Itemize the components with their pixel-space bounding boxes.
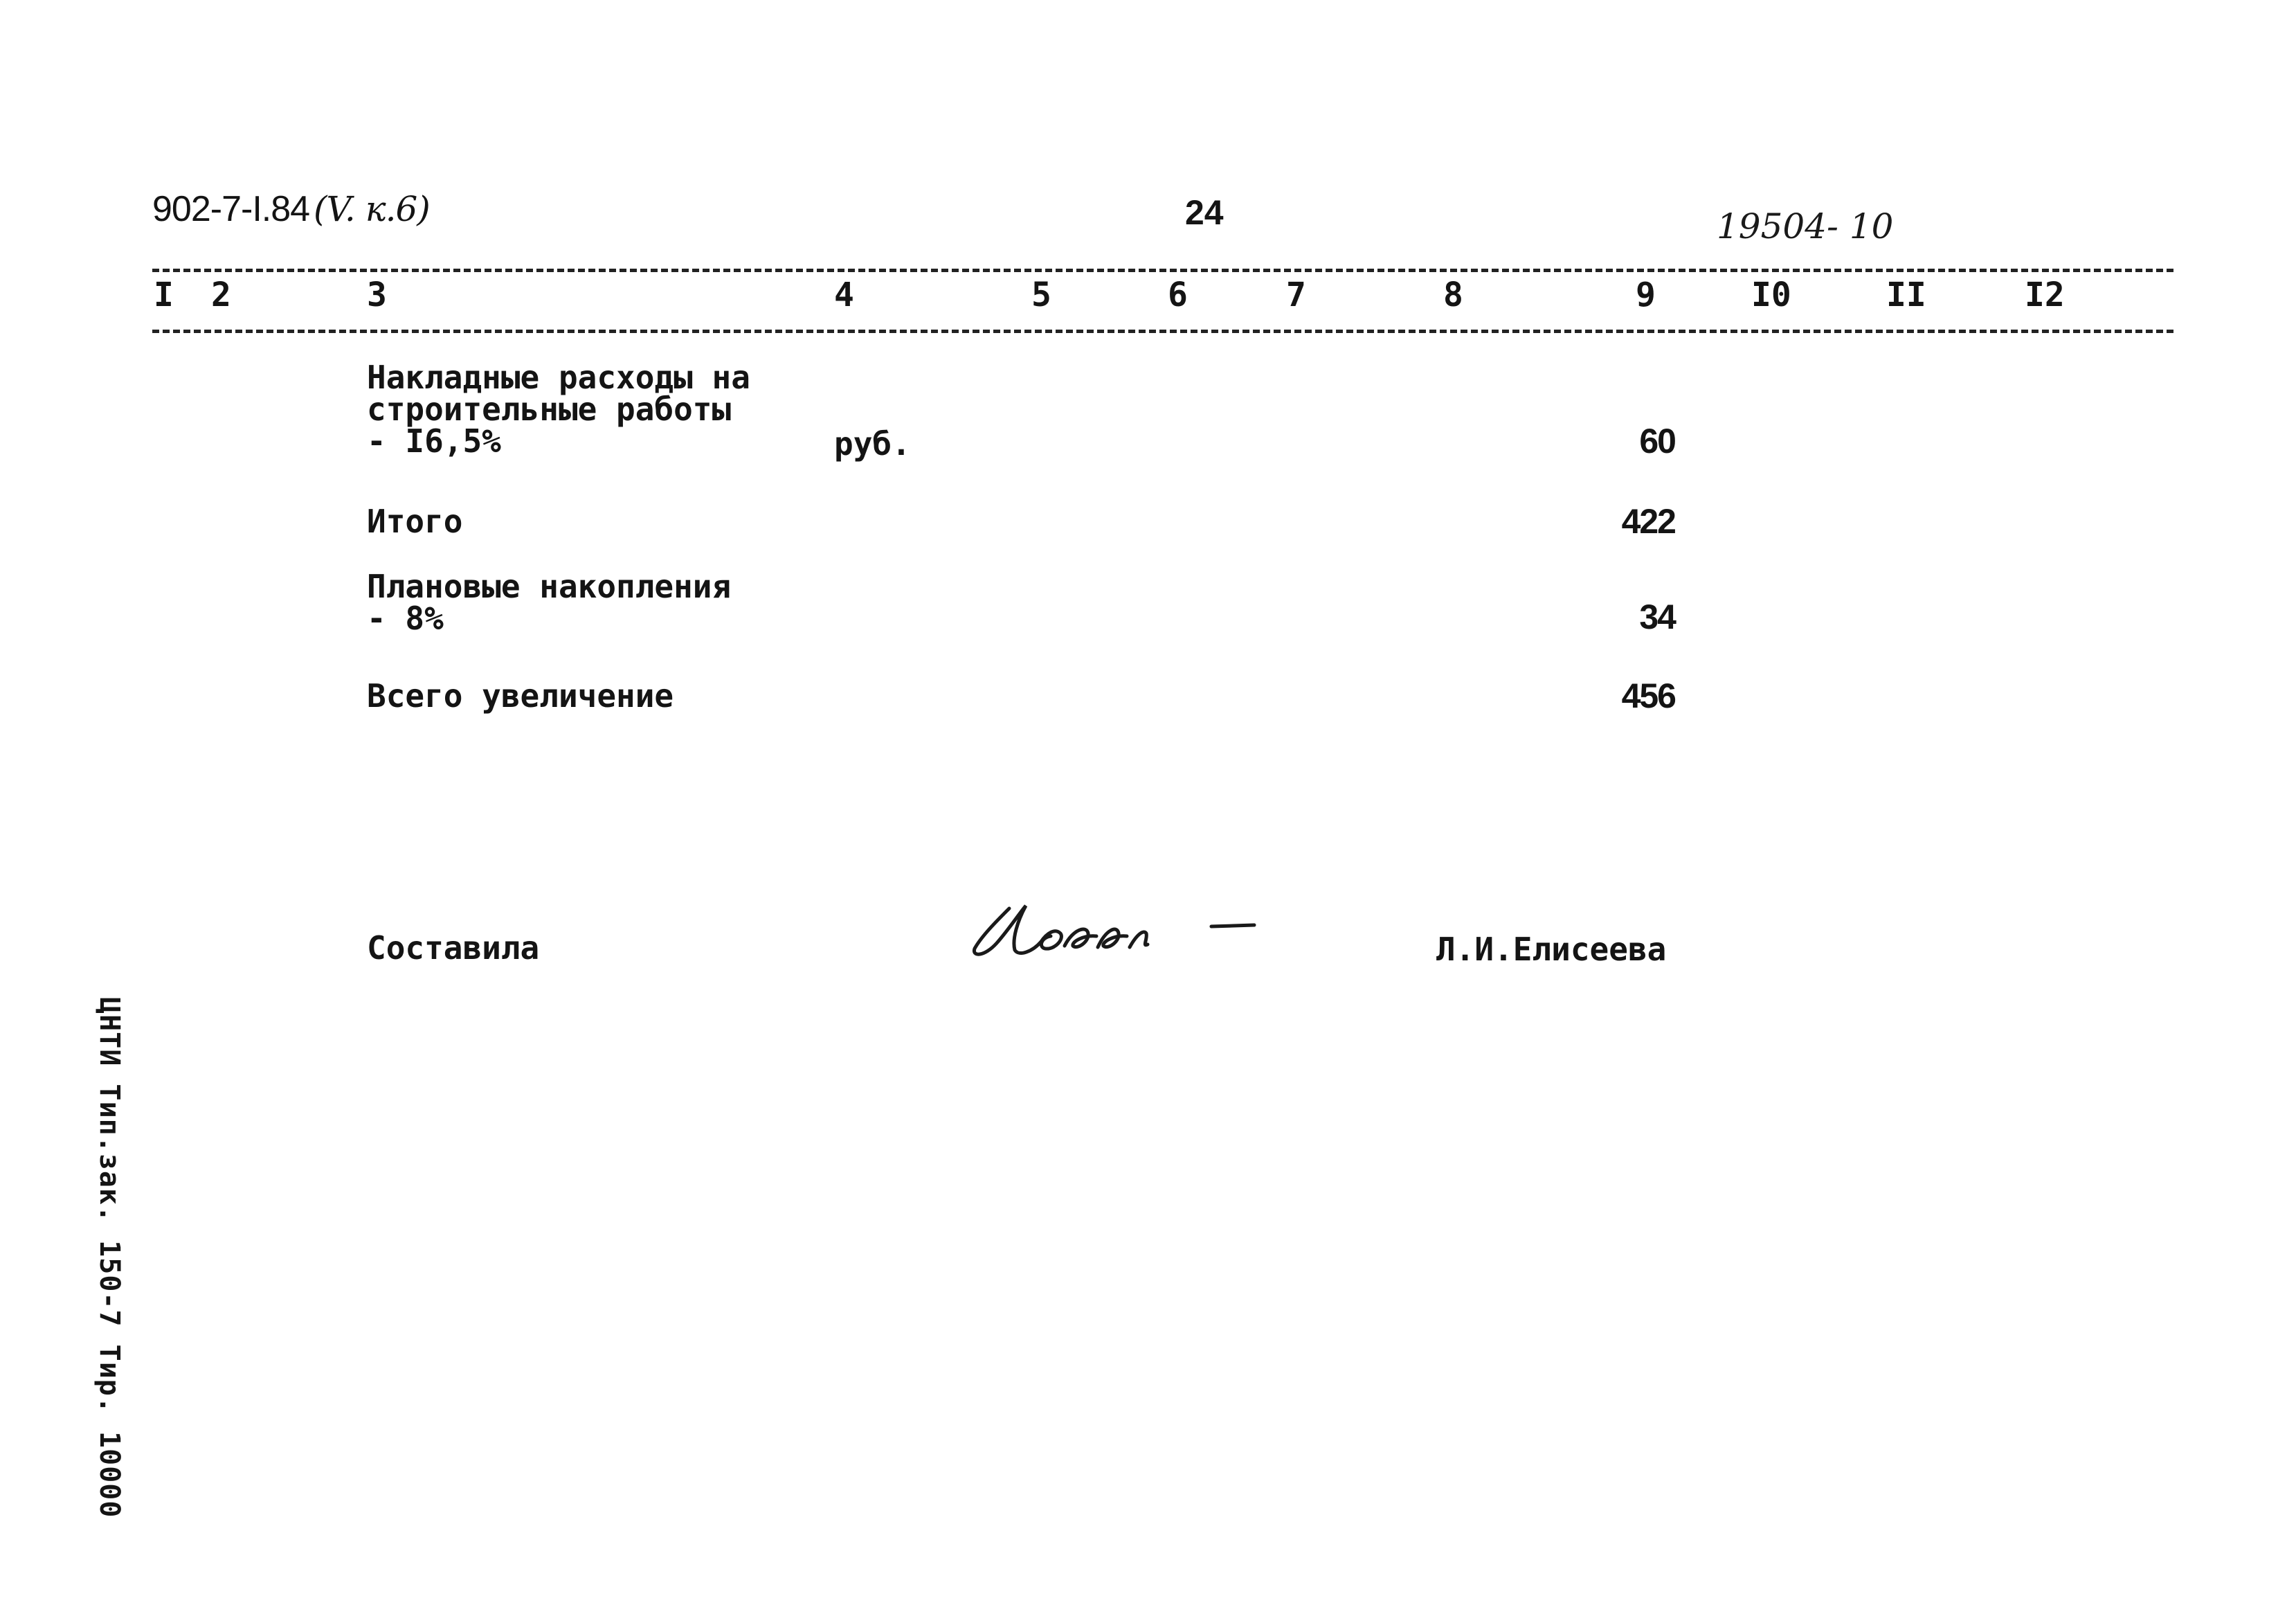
top-dashed-rule [152, 269, 2173, 272]
row-subtotal-value: 422 [1621, 502, 1675, 541]
row-subtotal-line-1: Итого [367, 503, 463, 540]
row-overhead-line-3: - I6,5% [367, 422, 501, 460]
column-number-11: II [1886, 276, 1926, 314]
column-number-2: 2 [211, 276, 231, 314]
row-overhead-value: 60 [1639, 422, 1675, 460]
row-planned-line-2: - 8% [367, 600, 444, 637]
row-total-value: 456 [1621, 676, 1675, 715]
document-code-handwritten: (V. к.6) [314, 189, 430, 229]
column-number-8: 8 [1443, 276, 1463, 314]
document-code [152, 188, 430, 230]
row-overhead-unit: руб. [834, 425, 911, 463]
column-number-5: 5 [1031, 276, 1051, 314]
column-number-12: I2 [2025, 276, 2065, 314]
column-number-9: 9 [1636, 276, 1656, 314]
column-number-3: 3 [367, 276, 387, 314]
row-total-line-1: Всего увеличение [367, 677, 674, 715]
page-number: 24 [1185, 193, 1224, 232]
row-total-label [367, 677, 674, 715]
row-planned-label [367, 568, 732, 637]
column-number-7: 7 [1286, 276, 1306, 314]
row-overhead-label [367, 359, 750, 460]
bottom-dashed-rule [152, 330, 2173, 333]
signer-name: Л.И.Елисеева [1436, 931, 1667, 968]
handwritten-signature [969, 893, 1260, 969]
document-code-text: 902-7-I.84 [152, 189, 310, 229]
row-subtotal-label [367, 503, 463, 540]
row-overhead-line-1: Накладные расходы на [367, 359, 750, 396]
compiled-by-label: Составила [367, 929, 540, 967]
row-planned-line-1: Плановые накопления [367, 568, 732, 605]
row-overhead-line-2: строительные работы [367, 391, 732, 428]
row-planned-value: 34 [1639, 598, 1675, 636]
column-number-10: I0 [1751, 276, 1791, 314]
printer-imprint: ЦНТИ Тип.зак. 150-7 Тир. 10000 [93, 997, 125, 1518]
column-number-1: I [154, 276, 174, 314]
handwritten-inventory-number: 19504- 10 [1717, 206, 1894, 246]
column-number-4: 4 [834, 276, 854, 314]
column-number-6: 6 [1168, 276, 1188, 314]
